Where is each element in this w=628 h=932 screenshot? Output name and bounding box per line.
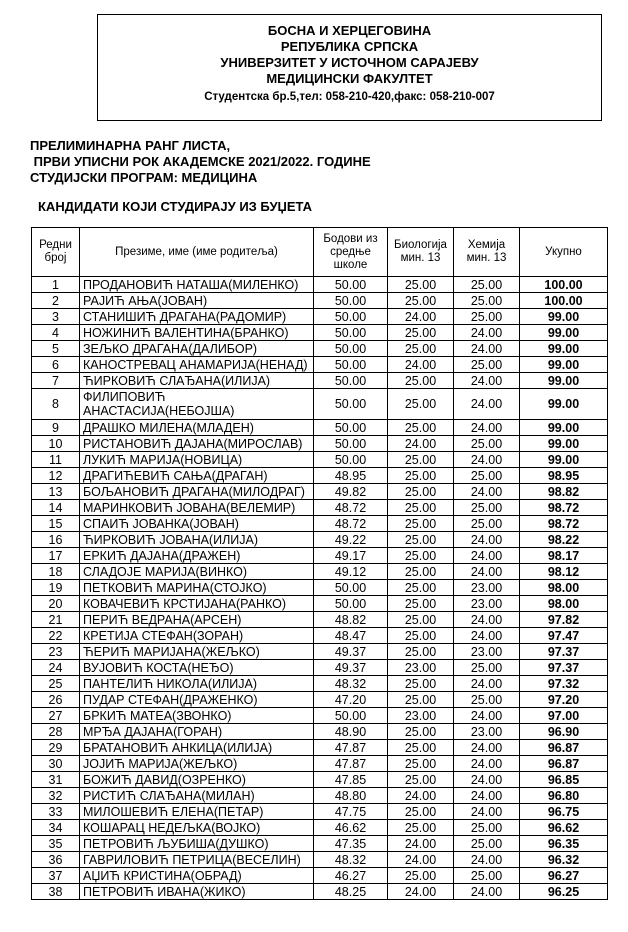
table-row (32, 500, 608, 516)
biology-cell: 25.00 (388, 804, 454, 820)
name-cell: РИСТИЋ СЛАЂАНА(МИЛАН) (80, 788, 314, 804)
biology-cell: 25.00 (388, 532, 454, 548)
school-points-cell: 49.37 (314, 660, 388, 676)
chemistry-cell: 24.00 (454, 884, 520, 900)
name-cell: РИСТАНОВИЋ ДАЈАНА(МИРОСЛАВ) (80, 436, 314, 452)
rank-cell: 16 (32, 532, 80, 548)
rank-cell: 20 (32, 596, 80, 612)
table-row (32, 277, 608, 293)
rank-cell: 5 (32, 341, 80, 357)
rank-cell: 10 (32, 436, 80, 452)
total-cell: 97.20 (520, 692, 608, 708)
school-points-cell: 46.27 (314, 868, 388, 884)
name-cell: ПЕТРОВИЋ ЉУБИША(ДУШКО) (80, 836, 314, 852)
name-cell: ПРОДАНОВИЋ НАТАША(МИЛЕНКО) (80, 277, 314, 293)
school-points-cell: 47.35 (314, 836, 388, 852)
header-line-country: БОСНА И ХЕРЦЕГОВИНА (267, 23, 432, 38)
header-line-republic: РЕПУБЛИКА СРПСКА (280, 39, 419, 54)
school-points-cell: 49.22 (314, 532, 388, 548)
rank-cell: 17 (32, 548, 80, 564)
meta-list-title: ПРЕЛИМИНАРНА РАНГ ЛИСТА, (30, 138, 231, 153)
header-total: Укупно (520, 228, 608, 277)
biology-cell: 24.00 (388, 788, 454, 804)
school-points-cell: 48.82 (314, 612, 388, 628)
school-points-cell: 50.00 (314, 420, 388, 436)
biology-cell: 25.00 (388, 325, 454, 341)
total-cell: 97.37 (520, 644, 608, 660)
rank-cell: 14 (32, 500, 80, 516)
name-cell: МАРИНКОВИЋ ЈОВАНА(ВЕЛЕМИР) (80, 500, 314, 516)
chemistry-cell: 25.00 (454, 516, 520, 532)
biology-cell: 25.00 (388, 676, 454, 692)
name-cell: БРКИЋ МАТЕА(ЗВОНКО) (80, 708, 314, 724)
table-row (32, 692, 608, 708)
total-cell: 98.12 (520, 564, 608, 580)
rank-cell: 4 (32, 325, 80, 341)
total-cell: 96.85 (520, 772, 608, 788)
chemistry-cell: 25.00 (454, 293, 520, 309)
biology-cell: 24.00 (388, 884, 454, 900)
rank-cell: 18 (32, 564, 80, 580)
school-points-cell: 47.75 (314, 804, 388, 820)
name-cell: ПЕТКОВИЋ МАРИНА(СТОЈКО) (80, 580, 314, 596)
rank-cell: 30 (32, 756, 80, 772)
chemistry-cell: 24.00 (454, 612, 520, 628)
school-points-cell: 48.95 (314, 468, 388, 484)
ranking-table (31, 227, 608, 900)
chemistry-cell: 24.00 (454, 676, 520, 692)
header-line-university: УНИВЕРЗИТЕТ У ИСТОЧНОМ САРАЈЕВУ (220, 55, 479, 70)
biology-cell: 25.00 (388, 500, 454, 516)
chemistry-cell: 25.00 (454, 820, 520, 836)
table-row (32, 548, 608, 564)
table-row (32, 564, 608, 580)
biology-cell: 25.00 (388, 484, 454, 500)
header-chemistry: Хемија мин. 13 (454, 228, 520, 277)
table-row (32, 389, 608, 420)
school-points-cell: 48.32 (314, 852, 388, 868)
rank-cell: 6 (32, 357, 80, 373)
total-cell: 98.82 (520, 484, 608, 500)
chemistry-cell: 24.00 (454, 389, 520, 420)
biology-cell: 25.00 (388, 452, 454, 468)
biology-cell: 24.00 (388, 357, 454, 373)
rank-cell: 19 (32, 580, 80, 596)
rank-cell: 23 (32, 644, 80, 660)
table-row (32, 373, 608, 389)
rank-cell: 24 (32, 660, 80, 676)
header-rank: Редни број (32, 228, 80, 277)
rank-cell: 2 (32, 293, 80, 309)
school-points-cell: 50.00 (314, 293, 388, 309)
rank-cell: 32 (32, 788, 80, 804)
name-cell: ЈОЈИЋ МАРИЈА(ЖЕЉКО) (80, 756, 314, 772)
rank-cell: 3 (32, 309, 80, 325)
biology-cell: 24.00 (388, 852, 454, 868)
biology-cell: 25.00 (388, 868, 454, 884)
table-row (32, 468, 608, 484)
name-cell: ЗЕЉКО ДРАГАНА(ДАЛИБОР) (80, 341, 314, 357)
rank-cell: 37 (32, 868, 80, 884)
table-row (32, 836, 608, 852)
rank-cell: 13 (32, 484, 80, 500)
total-cell: 98.17 (520, 548, 608, 564)
biology-cell: 24.00 (388, 309, 454, 325)
rank-cell: 38 (32, 884, 80, 900)
total-cell: 99.00 (520, 325, 608, 341)
rank-cell: 28 (32, 724, 80, 740)
name-cell: РАЈИЋ АЊА(ЈОВАН) (80, 293, 314, 309)
rank-cell: 34 (32, 820, 80, 836)
name-cell: ПЕРИЋ ВЕДРАНА(АРСЕН) (80, 612, 314, 628)
total-cell: 96.90 (520, 724, 608, 740)
chemistry-cell: 23.00 (454, 644, 520, 660)
name-cell: БОЖИЋ ДАВИД(ОЗРЕНКО) (80, 772, 314, 788)
total-cell: 96.62 (520, 820, 608, 836)
chemistry-cell: 24.00 (454, 708, 520, 724)
rank-cell: 12 (32, 468, 80, 484)
school-points-cell: 50.00 (314, 580, 388, 596)
biology-cell: 25.00 (388, 420, 454, 436)
table-row (32, 772, 608, 788)
biology-cell: 25.00 (388, 580, 454, 596)
name-cell: ЋЕРИЋ МАРИЈАНА(ЖЕЉКО) (80, 644, 314, 660)
section-title: КАНДИДАТИ КОЈИ СТУДИРАЈУ ИЗ БУЏЕТА (38, 199, 313, 214)
biology-cell: 25.00 (388, 516, 454, 532)
school-points-cell: 50.00 (314, 389, 388, 420)
chemistry-cell: 25.00 (454, 692, 520, 708)
total-cell: 96.32 (520, 852, 608, 868)
rank-cell: 27 (32, 708, 80, 724)
name-cell: ПАНТЕЛИЋ НИКОЛА(ИЛИЈА) (80, 676, 314, 692)
name-cell: КАНОСТРЕВАЦ АНАМАРИЈА(НЕНАД) (80, 357, 314, 373)
table-row (32, 628, 608, 644)
name-cell: ПУДАР СТЕФАН(ДРАЖЕНКО) (80, 692, 314, 708)
table-row (32, 820, 608, 836)
total-cell: 99.00 (520, 373, 608, 389)
school-points-cell: 50.00 (314, 277, 388, 293)
name-cell: ДРАГИЋЕВИЋ САЊА(ДРАГАН) (80, 468, 314, 484)
chemistry-cell: 24.00 (454, 373, 520, 389)
total-cell: 98.72 (520, 500, 608, 516)
name-cell: КРЕТИЈА СТЕФАН(ЗОРАН) (80, 628, 314, 644)
table-row (32, 724, 608, 740)
chemistry-cell: 25.00 (454, 660, 520, 676)
table-row (32, 660, 608, 676)
rank-cell: 26 (32, 692, 80, 708)
name-cell: СЛАДОЈЕ МАРИЈА(ВИНКО) (80, 564, 314, 580)
total-cell: 96.25 (520, 884, 608, 900)
rank-cell: 7 (32, 373, 80, 389)
table-row (32, 804, 608, 820)
school-points-cell: 49.12 (314, 564, 388, 580)
chemistry-cell: 24.00 (454, 548, 520, 564)
school-points-cell: 47.20 (314, 692, 388, 708)
document-meta (30, 138, 371, 186)
chemistry-cell: 24.00 (454, 341, 520, 357)
total-cell: 99.00 (520, 436, 608, 452)
biology-cell: 25.00 (388, 756, 454, 772)
institution-header (97, 14, 602, 121)
chemistry-cell: 23.00 (454, 724, 520, 740)
rank-cell: 25 (32, 676, 80, 692)
total-cell: 99.00 (520, 357, 608, 373)
biology-cell: 25.00 (388, 277, 454, 293)
table-row (32, 612, 608, 628)
name-cell: ЕРКИЋ ДАЈАНА(ДРАЖЕН) (80, 548, 314, 564)
biology-cell: 24.00 (388, 836, 454, 852)
total-cell: 98.00 (520, 580, 608, 596)
chemistry-cell: 23.00 (454, 580, 520, 596)
total-cell: 97.32 (520, 676, 608, 692)
table-row (32, 293, 608, 309)
biology-cell: 25.00 (388, 612, 454, 628)
header-school-points: Бодови из средње школе (314, 228, 388, 277)
chemistry-cell: 24.00 (454, 532, 520, 548)
name-cell: СПАИЋ ЈОВАНКА(ЈОВАН) (80, 516, 314, 532)
school-points-cell: 47.87 (314, 756, 388, 772)
school-points-cell: 50.00 (314, 341, 388, 357)
table-row (32, 357, 608, 373)
biology-cell: 25.00 (388, 628, 454, 644)
chemistry-cell: 24.00 (454, 852, 520, 868)
table-row (32, 708, 608, 724)
school-points-cell: 50.00 (314, 596, 388, 612)
name-cell: ВУЈОВИЋ КОСТА(НЕЂО) (80, 660, 314, 676)
school-points-cell: 50.00 (314, 452, 388, 468)
table-row (32, 788, 608, 804)
name-cell: ГАВРИЛОВИЋ ПЕТРИЦА(ВЕСЕЛИН) (80, 852, 314, 868)
total-cell: 97.37 (520, 660, 608, 676)
table-row (32, 325, 608, 341)
biology-cell: 25.00 (388, 564, 454, 580)
rank-cell: 36 (32, 852, 80, 868)
total-cell: 96.87 (520, 740, 608, 756)
school-points-cell: 46.62 (314, 820, 388, 836)
total-cell: 97.47 (520, 628, 608, 644)
name-cell: МИЛОШЕВИЋ ЕЛЕНА(ПЕТАР) (80, 804, 314, 820)
table-row (32, 756, 608, 772)
biology-cell: 24.00 (388, 436, 454, 452)
header-biology: Биологија мин. 13 (388, 228, 454, 277)
rank-cell: 22 (32, 628, 80, 644)
name-cell: ЋИРКОВИЋ ЈОВАНА(ИЛИЈА) (80, 532, 314, 548)
total-cell: 98.22 (520, 532, 608, 548)
biology-cell: 25.00 (388, 772, 454, 788)
total-cell: 99.00 (520, 420, 608, 436)
chemistry-cell: 25.00 (454, 868, 520, 884)
name-cell: АЏИЋ КРИСТИНА(ОБРАД) (80, 868, 314, 884)
rank-cell: 21 (32, 612, 80, 628)
total-cell: 96.35 (520, 836, 608, 852)
biology-cell: 25.00 (388, 468, 454, 484)
chemistry-cell: 24.00 (454, 740, 520, 756)
school-points-cell: 47.87 (314, 740, 388, 756)
school-points-cell: 48.90 (314, 724, 388, 740)
table-row (32, 532, 608, 548)
school-points-cell: 47.85 (314, 772, 388, 788)
rank-cell: 35 (32, 836, 80, 852)
rank-cell: 15 (32, 516, 80, 532)
school-points-cell: 50.00 (314, 325, 388, 341)
table-row (32, 452, 608, 468)
rank-cell: 8 (32, 389, 80, 420)
total-cell: 97.00 (520, 708, 608, 724)
biology-cell: 25.00 (388, 389, 454, 420)
chemistry-cell: 25.00 (454, 436, 520, 452)
school-points-cell: 48.47 (314, 628, 388, 644)
school-points-cell: 50.00 (314, 708, 388, 724)
rank-cell: 29 (32, 740, 80, 756)
name-cell: ЛУКИЋ МАРИЈА(НОВИЦА) (80, 452, 314, 468)
total-cell: 96.27 (520, 868, 608, 884)
total-cell: 98.95 (520, 468, 608, 484)
chemistry-cell: 25.00 (454, 468, 520, 484)
biology-cell: 25.00 (388, 341, 454, 357)
header-address: Студентска бр.5,тел: 058-210-420,факс: 058-210-007 (204, 91, 495, 103)
chemistry-cell: 24.00 (454, 484, 520, 500)
school-points-cell: 50.00 (314, 357, 388, 373)
table-row (32, 580, 608, 596)
table-row (32, 309, 608, 325)
school-points-cell: 50.00 (314, 309, 388, 325)
biology-cell: 25.00 (388, 724, 454, 740)
chemistry-cell: 25.00 (454, 836, 520, 852)
name-cell: НОЖИНИЋ ВАЛЕНТИНА(БРАНКО) (80, 325, 314, 341)
school-points-cell: 49.17 (314, 548, 388, 564)
table-row (32, 852, 608, 868)
total-cell: 99.00 (520, 341, 608, 357)
school-points-cell: 48.25 (314, 884, 388, 900)
biology-cell: 23.00 (388, 660, 454, 676)
school-points-cell: 50.00 (314, 373, 388, 389)
chemistry-cell: 25.00 (454, 357, 520, 373)
table-row (32, 644, 608, 660)
name-cell: СТАНИШИЋ ДРАГАНА(РАДОМИР) (80, 309, 314, 325)
chemistry-cell: 24.00 (454, 788, 520, 804)
meta-study-program: СТУДИЈСКИ ПРОГРАМ: МЕДИЦИНА (30, 170, 258, 185)
biology-cell: 25.00 (388, 596, 454, 612)
chemistry-cell: 24.00 (454, 628, 520, 644)
biology-cell: 25.00 (388, 692, 454, 708)
chemistry-cell: 24.00 (454, 325, 520, 341)
name-cell: ФИЛИПОВИЋ АНАСТАСИЈА(НЕБОЈША) (80, 389, 314, 420)
chemistry-cell: 25.00 (454, 309, 520, 325)
total-cell: 96.75 (520, 804, 608, 820)
biology-cell: 25.00 (388, 548, 454, 564)
rank-cell: 33 (32, 804, 80, 820)
header-name: Презиме, име (име родитеља) (80, 228, 314, 277)
chemistry-cell: 25.00 (454, 500, 520, 516)
school-points-cell: 48.32 (314, 676, 388, 692)
biology-cell: 25.00 (388, 293, 454, 309)
chemistry-cell: 24.00 (454, 772, 520, 788)
biology-cell: 25.00 (388, 373, 454, 389)
school-points-cell: 49.37 (314, 644, 388, 660)
school-points-cell: 50.00 (314, 436, 388, 452)
total-cell: 99.00 (520, 389, 608, 420)
table-header-row (32, 228, 608, 277)
table-row (32, 884, 608, 900)
total-cell: 99.00 (520, 452, 608, 468)
chemistry-cell: 25.00 (454, 277, 520, 293)
table-row (32, 341, 608, 357)
table-row (32, 436, 608, 452)
school-points-cell: 49.82 (314, 484, 388, 500)
biology-cell: 25.00 (388, 644, 454, 660)
total-cell: 100.00 (520, 293, 608, 309)
chemistry-cell: 24.00 (454, 804, 520, 820)
chemistry-cell: 24.00 (454, 420, 520, 436)
header-line-faculty: МЕДИЦИНСКИ ФАКУЛТЕТ (266, 71, 433, 86)
total-cell: 96.80 (520, 788, 608, 804)
biology-cell: 23.00 (388, 708, 454, 724)
school-points-cell: 48.72 (314, 516, 388, 532)
table-row (32, 596, 608, 612)
name-cell: ДРАШКО МИЛЕНА(МЛАДЕН) (80, 420, 314, 436)
biology-cell: 25.00 (388, 740, 454, 756)
chemistry-cell: 24.00 (454, 756, 520, 772)
name-cell: БОЉАНОВИЋ ДРАГАНА(МИЛОДРАГ) (80, 484, 314, 500)
name-cell: КОВАЧЕВИЋ КРСТИЈАНА(РАНКО) (80, 596, 314, 612)
table-row (32, 868, 608, 884)
table-row (32, 516, 608, 532)
chemistry-cell: 24.00 (454, 452, 520, 468)
name-cell: МРЂА ДАЈАНА(ГОРАН) (80, 724, 314, 740)
name-cell: БРАТАНОВИЋ АНКИЦА(ИЛИЈА) (80, 740, 314, 756)
total-cell: 99.00 (520, 309, 608, 325)
chemistry-cell: 24.00 (454, 564, 520, 580)
name-cell: ПЕТРОВИЋ ИВАНА(ЖИКО) (80, 884, 314, 900)
name-cell: ЋИРКОВИЋ СЛАЂАНА(ИЛИЈА) (80, 373, 314, 389)
total-cell: 100.00 (520, 277, 608, 293)
school-points-cell: 48.72 (314, 500, 388, 516)
chemistry-cell: 23.00 (454, 596, 520, 612)
total-cell: 96.87 (520, 756, 608, 772)
rank-cell: 9 (32, 420, 80, 436)
total-cell: 98.00 (520, 596, 608, 612)
biology-cell: 25.00 (388, 820, 454, 836)
rank-cell: 31 (32, 772, 80, 788)
school-points-cell: 48.80 (314, 788, 388, 804)
name-cell: КОШАРАЦ НЕДЕЉКА(ВОЈКО) (80, 820, 314, 836)
meta-enrollment-round: ПРВИ УПИСНИ РОК АКАДЕМСКЕ 2021/2022. ГОДИНЕ (30, 154, 371, 169)
table-row (32, 740, 608, 756)
total-cell: 97.82 (520, 612, 608, 628)
table-row (32, 420, 608, 436)
rank-cell: 1 (32, 277, 80, 293)
table-row (32, 484, 608, 500)
rank-cell: 11 (32, 452, 80, 468)
table-row (32, 676, 608, 692)
total-cell: 98.72 (520, 516, 608, 532)
